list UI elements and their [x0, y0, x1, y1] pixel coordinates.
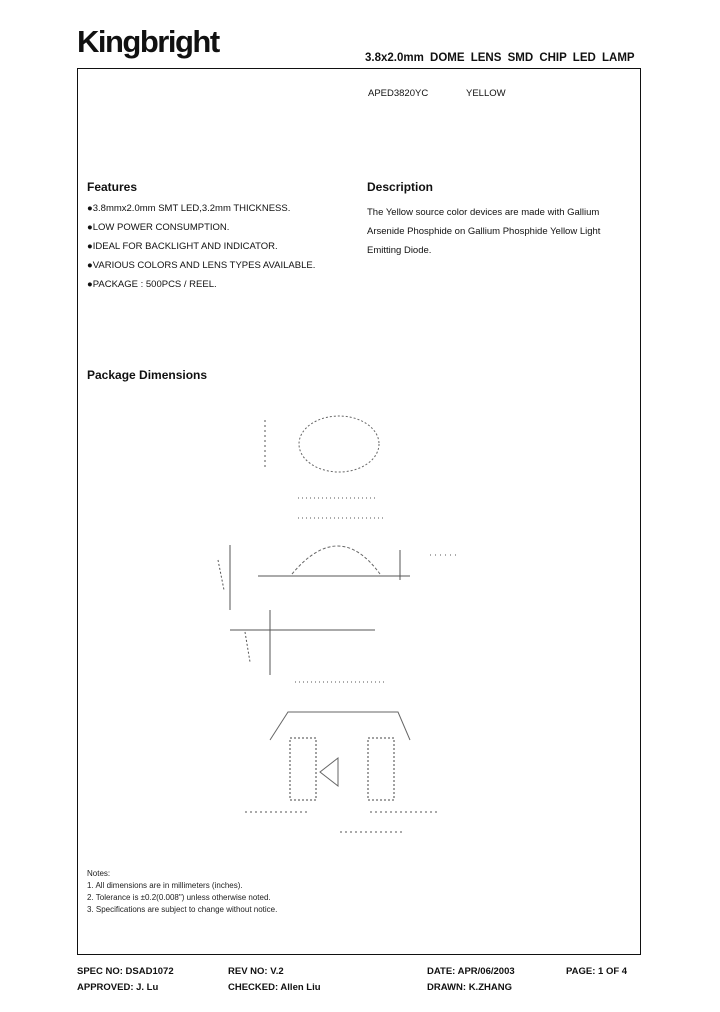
drawn-by: DRAWN: K.ZHANG	[427, 982, 512, 993]
document-title: 3.8x2.0mm DOME LENS SMD CHIP LED LAMP	[365, 52, 635, 64]
note-item: 3. Specifications are subject to change without notice.	[87, 905, 278, 914]
description-line: The Yellow source color devices are made with Gallium	[367, 207, 600, 218]
feature-item: ●IDEAL FOR BACKLIGHT AND INDICATOR.	[87, 241, 278, 252]
part-number: APED3820YC	[368, 88, 429, 99]
description-heading: Description	[367, 180, 434, 194]
revision-number: REV NO: V.2	[228, 966, 284, 977]
brand-logo: Kingbright	[77, 24, 219, 59]
document-date: DATE: APR/06/2003	[427, 966, 515, 977]
description-text	[367, 203, 639, 260]
note-item: 1. All dimensions are in millimeters (inches).	[87, 881, 243, 890]
notes-block	[87, 868, 277, 916]
spec-number: SPEC NO: DSAD1072	[77, 966, 174, 977]
approved-by: APPROVED: J. Lu	[77, 982, 159, 993]
feature-item: ●3.8mmx2.0mm SMT LED,3.2mm THICKNESS.	[87, 203, 291, 214]
package-dimension-drawing	[200, 400, 460, 850]
description-line: Emitting Diode.	[367, 245, 432, 256]
page-number: PAGE: 1 OF 4	[566, 966, 628, 977]
feature-item: ●VARIOUS COLORS AND LENS TYPES AVAILABLE.	[87, 260, 316, 271]
feature-item: ●PACKAGE : 500PCS / REEL.	[87, 279, 217, 290]
feature-item: ●LOW POWER CONSUMPTION.	[87, 222, 230, 233]
note-item: 2. Tolerance is ±0.2(0.008") unless otherwise noted.	[87, 893, 271, 902]
checked-by: CHECKED: Allen Liu	[228, 982, 321, 993]
description-line: Arsenide Phosphide on Gallium Phosphide Yellow Light	[367, 226, 601, 237]
emitting-color: YELLOW	[466, 88, 506, 99]
notes-title: Notes:	[87, 869, 111, 878]
package-heading: Package Dimensions	[87, 368, 208, 382]
features-heading: Features	[87, 180, 138, 194]
